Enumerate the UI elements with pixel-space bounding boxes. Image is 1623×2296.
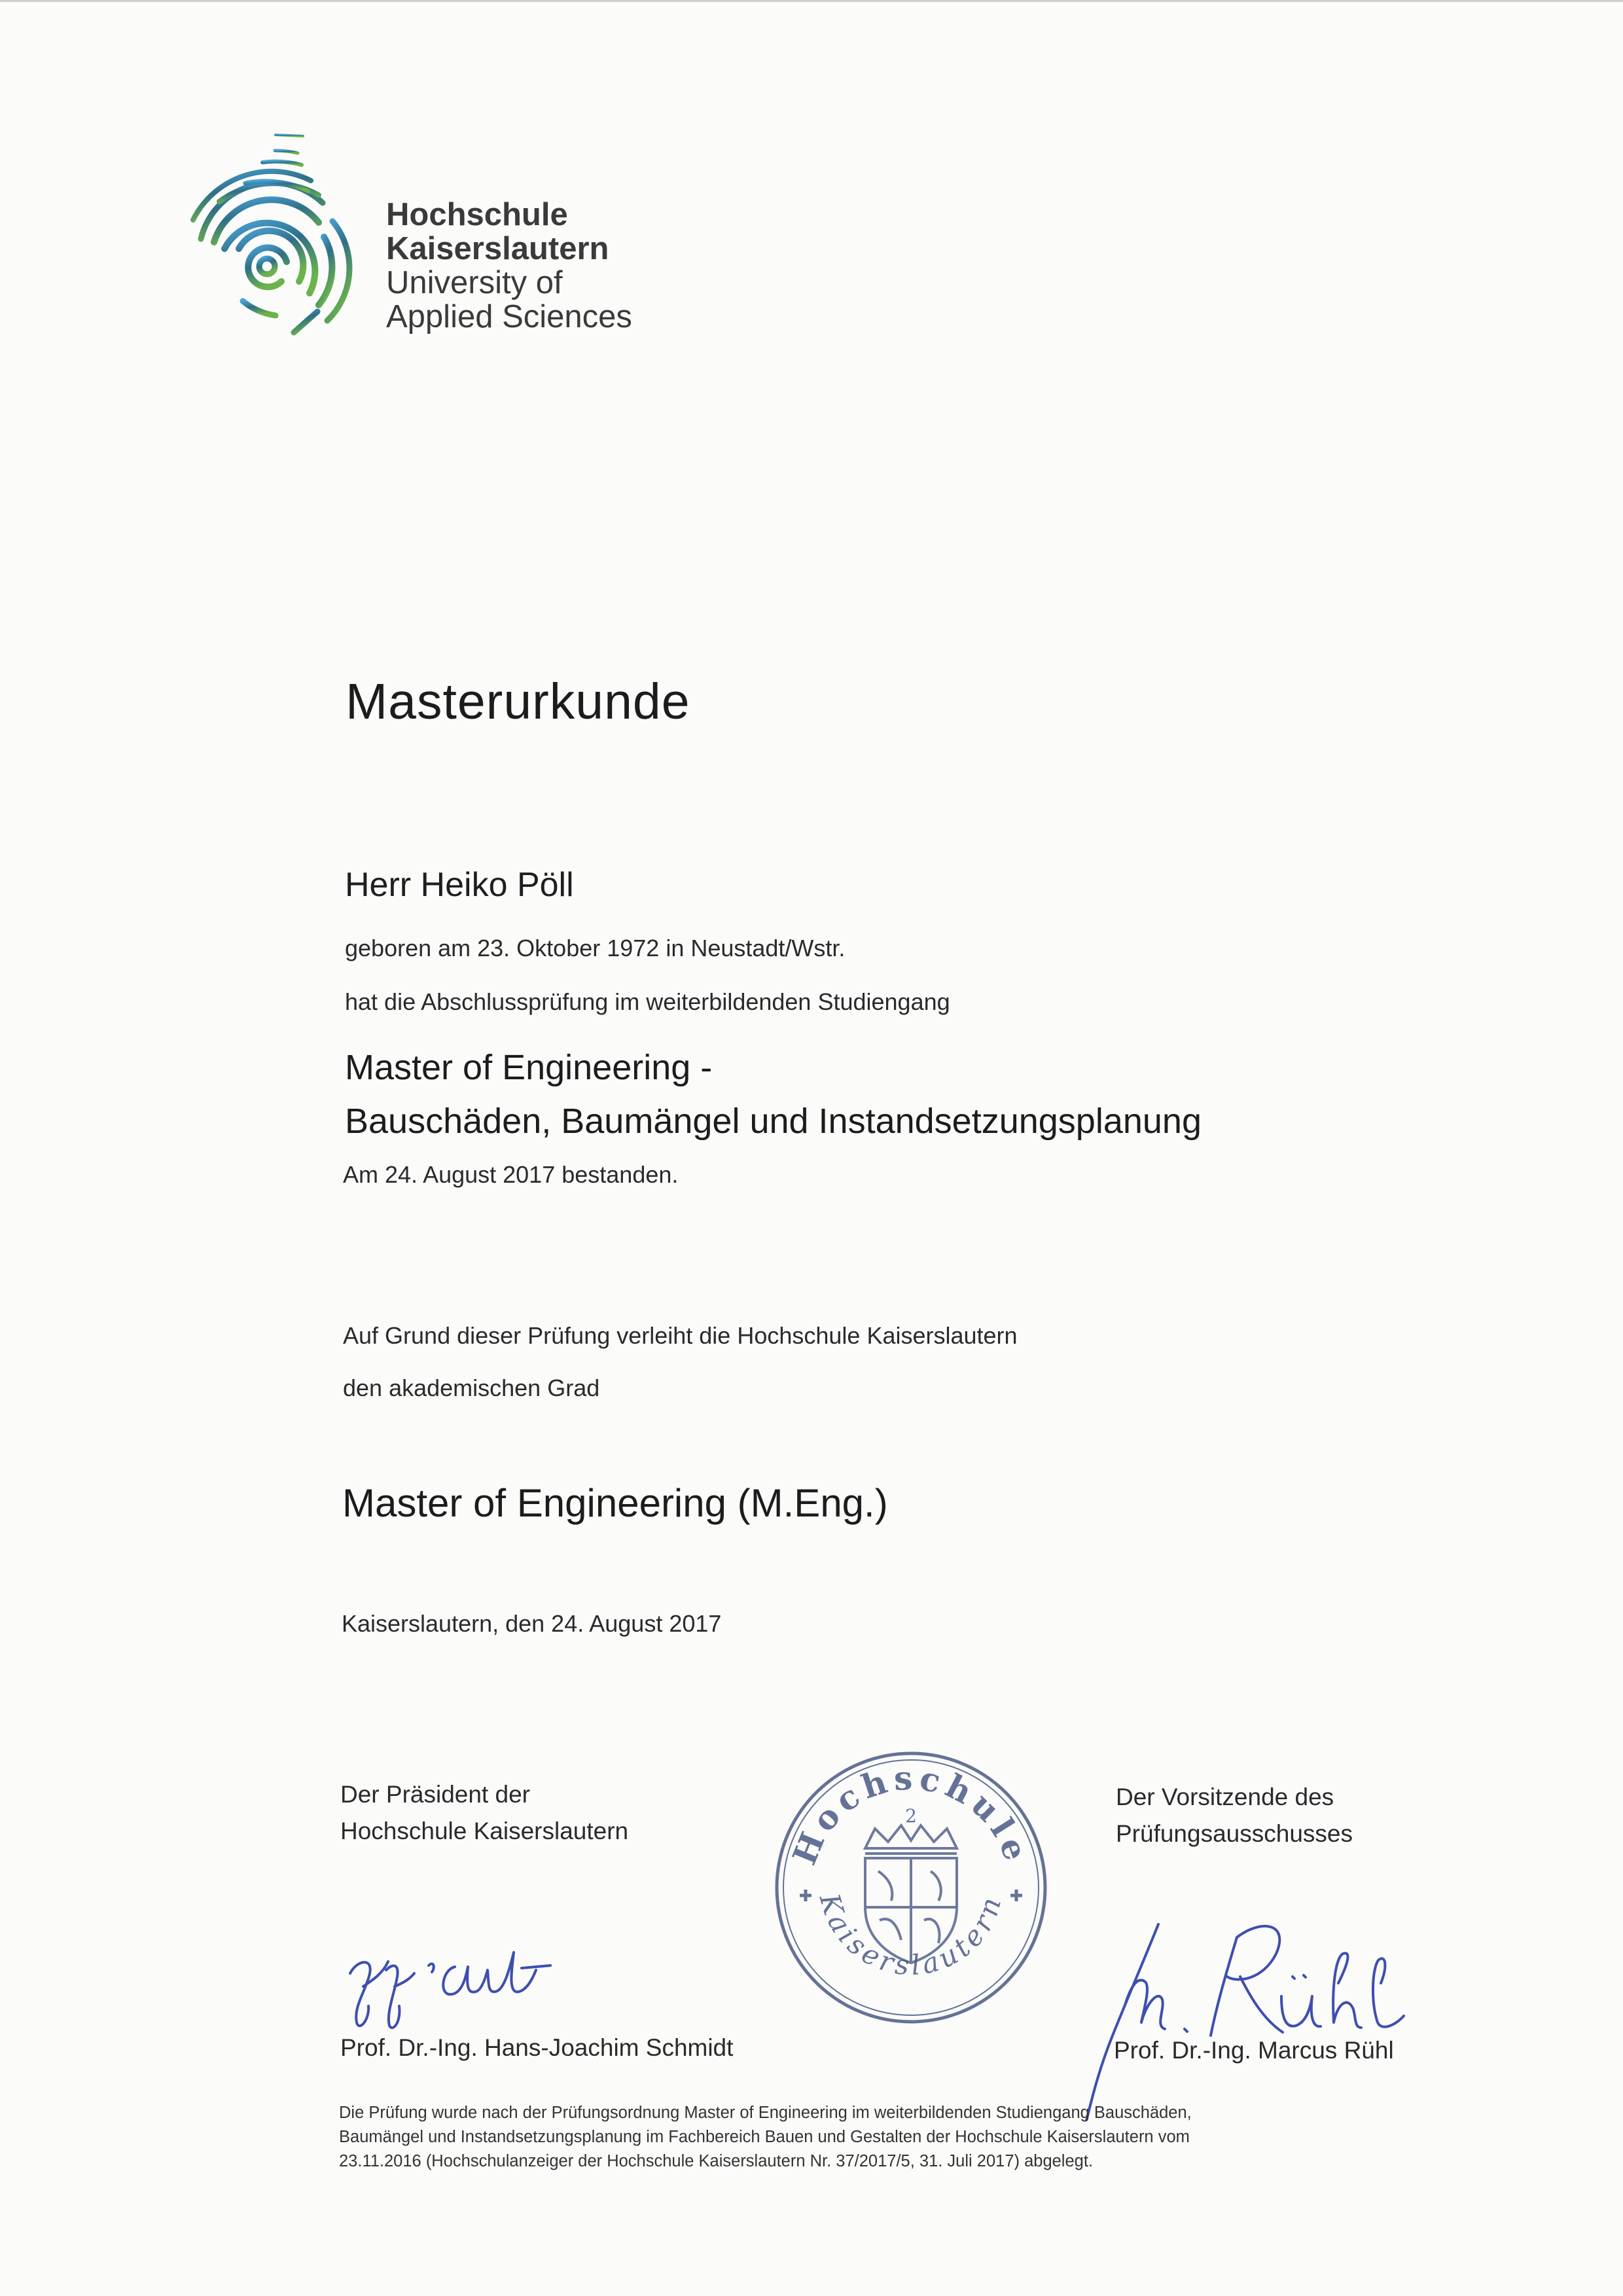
award-line2: den akademischen Grad bbox=[343, 1374, 600, 1401]
program-line1: Master of Engineering - bbox=[345, 1048, 713, 1087]
university-name-line2: Kaiserslautern bbox=[386, 231, 609, 266]
program-title bbox=[345, 1041, 1202, 1148]
left-signatory-role bbox=[340, 1776, 628, 1850]
birth-line: geboren am 23. Oktober 1972 in Neustadt/Wstr. bbox=[345, 935, 846, 961]
right-signatory-name: Prof. Dr.-Ing. Marcus Rühl bbox=[1114, 2037, 1394, 2064]
program-line2: Bauschäden, Baumängel und Instandsetzungsplanung bbox=[345, 1102, 1202, 1141]
exam-line: hat die Abschlussprüfung im weiterbildenden Studiengang bbox=[345, 988, 950, 1015]
right-signatory-role bbox=[1116, 1779, 1353, 1852]
left-role-line1: Der Präsident der bbox=[340, 1781, 530, 1808]
right-role-line2: Prüfungsausschusses bbox=[1116, 1820, 1353, 1847]
left-handwritten-signature bbox=[337, 1934, 573, 2032]
scan-edge bbox=[0, 0, 1623, 2]
seal-top-text: Hochschule bbox=[785, 1758, 1037, 1871]
place-date: Kaiserslautern, den 24. August 2017 bbox=[342, 1610, 722, 1637]
university-name-line3: University of bbox=[386, 265, 563, 300]
seal-bottom-text: Kaiserslautern bbox=[813, 1890, 1008, 1982]
left-signatory-name: Prof. Dr.-Ing. Hans-Joachim Schmidt bbox=[340, 2034, 734, 2061]
university-wordmark bbox=[386, 198, 632, 334]
seal-number: 2 bbox=[905, 1805, 917, 1827]
university-seal bbox=[767, 1744, 1055, 2032]
degree-title: Master of Engineering (M.Eng.) bbox=[342, 1481, 888, 1525]
footnote-line1: Die Prüfung wurde nach der Prüfungsordnung Master of Engineering im weiterbildenden Studiengang Bauschäden, bbox=[339, 2104, 1192, 2122]
footnote bbox=[339, 2101, 1347, 2174]
right-role-line1: Der Vorsitzende des bbox=[1116, 1784, 1334, 1810]
recipient-name: Herr Heiko Pöll bbox=[345, 866, 574, 904]
university-name-line4: Applied Sciences bbox=[386, 299, 632, 334]
award-line1: Auf Grund dieser Prüfung verleiht die Hochschule Kaiserslautern bbox=[343, 1322, 1018, 1349]
university-logo-icon bbox=[147, 85, 357, 347]
right-handwritten-signature bbox=[1073, 1905, 1414, 2121]
document-title: Masterurkunde bbox=[346, 673, 690, 730]
university-name-line1: Hochschule bbox=[386, 197, 568, 232]
left-role-line2: Hochschule Kaiserslautern bbox=[340, 1818, 629, 1844]
seal-crest-icon bbox=[865, 1825, 957, 1963]
footnote-line2: Baumängel und Instandsetzungsplanung im Fachbereich Bauen und Gestalten der Hochschule Kaiserslautern vom bbox=[339, 2128, 1190, 2146]
passed-line: Am 24. August 2017 bestanden. bbox=[343, 1161, 679, 1188]
footnote-line3: 23.11.2016 (Hochschulanzeiger der Hochschule Kaiserslautern Nr. 37/2017/5, 31. Juli 2017) abgelegt. bbox=[339, 2152, 1094, 2170]
